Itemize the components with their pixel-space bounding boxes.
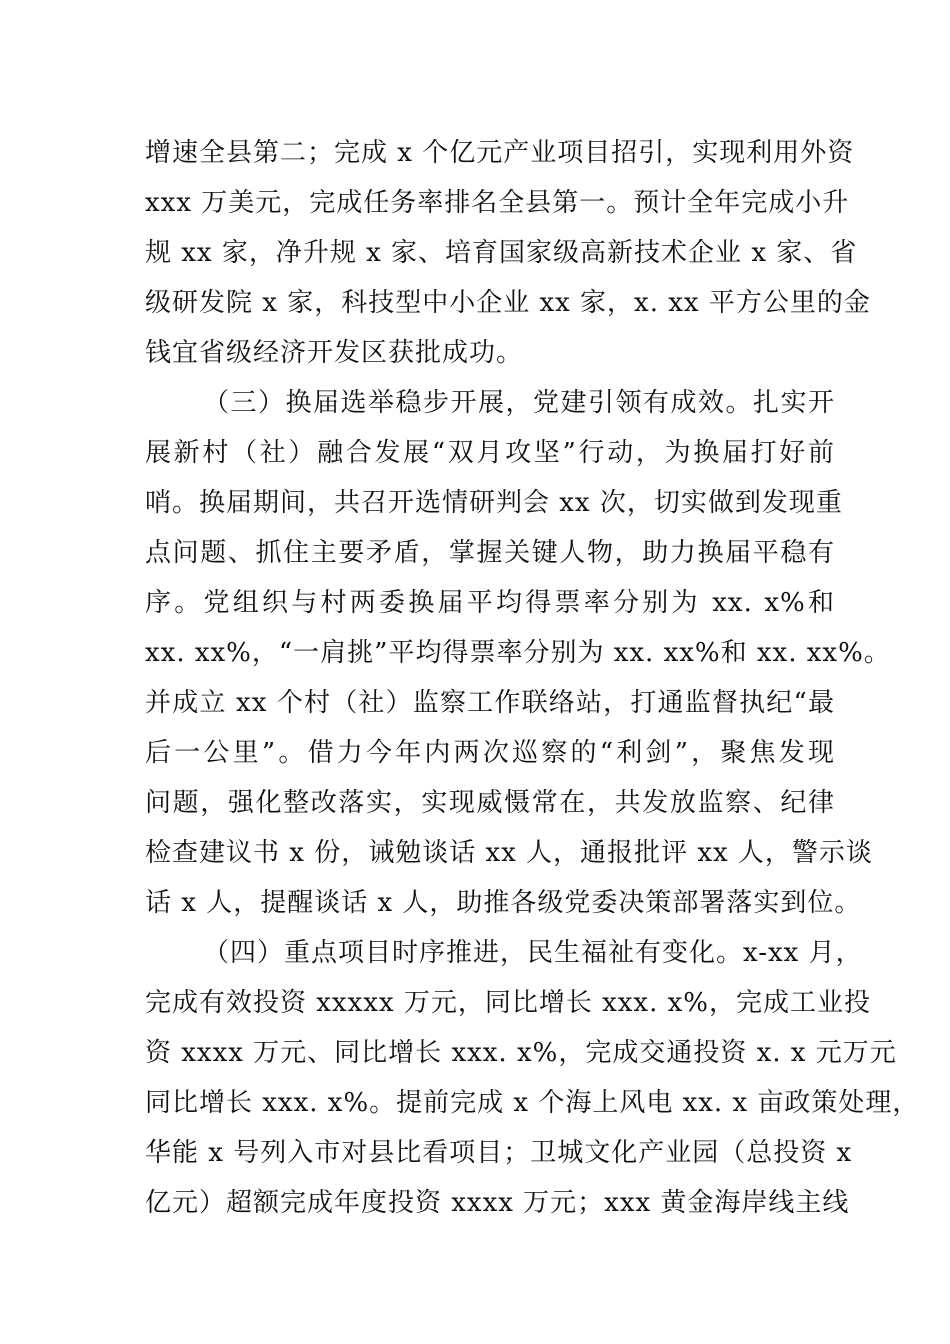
paragraph-line: 后一公里”。借力今年内两次巡察的“利剑”，聚焦发现	[145, 738, 835, 768]
paragraph-line: xxx 万美元，完成任务率排名全县第一。预计全年完成小升	[145, 188, 850, 218]
paragraph-line: xx. xx%，“一肩挑”平均得票率分别为 xx. xx%和 xx. xx%。	[145, 638, 891, 668]
paragraph-line: 哨。换届期间，共召开选情研判会 xx 次，切实做到发现重	[145, 488, 843, 518]
paragraph-line: 完成有效投资 xxxxx 万元，同比增长 xxx. x%，完成工业投	[145, 988, 871, 1018]
section-heading-line: （三）换届选举稳步开展，党建引领有成效。扎实开	[203, 388, 835, 418]
paragraph-line: 话 x 人，提醒谈话 x 人，助推各级党委决策部署落实到位。	[145, 888, 862, 918]
section-heading-line: （四）重点项目时序推进，民生福祉有变化。x-xx 月，	[203, 938, 863, 968]
paragraph-line: 并成立 xx 个村（社）监察工作联络站，打通监督执纪“最	[145, 688, 835, 718]
paragraph-line: 亿元）超额完成年度投资 xxxx 万元；xxx 黄金海岸线主线	[145, 1188, 850, 1218]
paragraph-line: 资 xxxx 万元、同比增长 xxx. x%，完成交通投资 x. x 元万元	[145, 1038, 897, 1068]
paragraph-line: 规 xx 家，净升规 x 家、培育国家级高新技术企业 x 家、省	[145, 238, 858, 268]
paragraph-line: 展新村（社）融合发展“双月攻坚”行动，为换届打好前	[145, 438, 835, 468]
paragraph-line: 增速全县第二；完成 x 个亿元产业项目招引，实现利用外资	[145, 138, 855, 168]
paragraph-line: 检查建议书 x 份，诫勉谈话 xx 人，通报批评 xx 人，警示谈	[145, 838, 873, 868]
paragraph-line: 同比增长 xxx. x%。提前完成 x 个海上风电 xx. x 亩政策处理，	[145, 1088, 920, 1118]
paragraph-line: 点问题、抓住主要矛盾，掌握关键人物，助力换届平稳有	[145, 538, 835, 568]
paragraph-line: 问题，强化整改落实，实现威慑常在，共发放监察、纪律	[145, 788, 835, 818]
paragraph-line: 钱宜省级经济开发区获批成功。	[145, 338, 524, 368]
paragraph-line: 华能 x 号列入市对县比看项目；卫城文化产业园（总投资 x	[145, 1138, 853, 1168]
paragraph-line: 序。党组织与村两委换届平均得票率分别为 xx. x%和	[145, 588, 835, 618]
paragraph-line: 级研发院 x 家，科技型中小企业 xx 家，x. xx 平方公里的金	[145, 288, 871, 318]
document-body	[145, 128, 920, 1228]
